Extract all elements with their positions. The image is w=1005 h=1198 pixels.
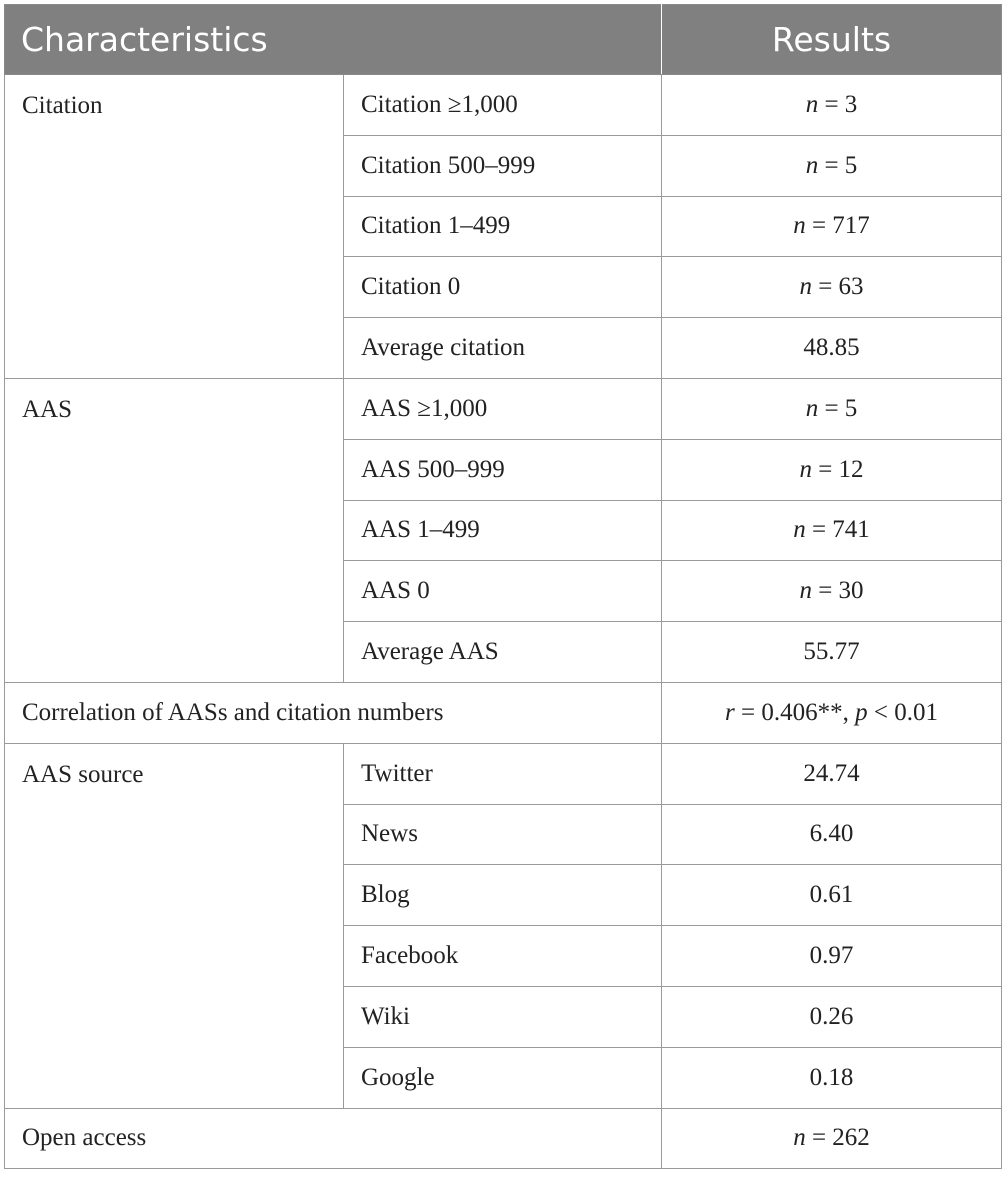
row-value: [662, 75, 1002, 136]
var-p: p: [855, 698, 868, 726]
table-row: [5, 1108, 1002, 1169]
var-r: r: [725, 698, 735, 726]
row-value: [662, 561, 1002, 622]
correlation-label: Correlation of AASs and citation numbers: [5, 682, 662, 743]
row-label: Twitter: [344, 743, 662, 804]
row-value: [662, 500, 1002, 561]
r-value: = 0.406**,: [734, 698, 856, 726]
count-value: = 262: [805, 1124, 870, 1152]
count-value: = 717: [805, 212, 870, 240]
group-label-aas: AAS: [5, 378, 344, 682]
row-label: Citation 500–999: [344, 135, 662, 196]
var-n: n: [805, 394, 819, 422]
header-characteristics: Characteristics: [5, 5, 662, 75]
row-value: 48.85: [662, 318, 1002, 379]
group-label-aas-source: AAS source: [5, 743, 344, 1108]
row-value: 0.97: [662, 926, 1002, 987]
row-label: Average citation: [344, 318, 662, 379]
row-label: AAS 500–999: [344, 439, 662, 500]
row-value: [662, 196, 1002, 257]
count-value: = 63: [811, 273, 864, 301]
row-label: Citation 0: [344, 257, 662, 318]
var-n: n: [793, 212, 806, 240]
row-label: AAS ≥1,000: [344, 378, 662, 439]
var-n: n: [793, 516, 806, 544]
open-access-label: Open access: [5, 1108, 662, 1169]
correlation-value: [662, 682, 1002, 743]
count-value: = 12: [811, 455, 864, 483]
row-value: 6.40: [662, 804, 1002, 865]
p-value: < 0.01: [867, 698, 938, 726]
row-label: Average AAS: [344, 622, 662, 683]
row-value: [662, 439, 1002, 500]
row-label: Citation ≥1,000: [344, 75, 662, 136]
table-row: [5, 682, 1002, 743]
count-value: = 5: [818, 394, 858, 422]
table-row: [5, 378, 1002, 439]
row-label: Facebook: [344, 926, 662, 987]
row-value: 24.74: [662, 743, 1002, 804]
row-value: 0.61: [662, 865, 1002, 926]
var-n: n: [793, 1124, 806, 1152]
table-row: [5, 743, 1002, 804]
row-value: [662, 257, 1002, 318]
row-label: Blog: [344, 865, 662, 926]
open-access-value: [662, 1108, 1002, 1169]
row-label: News: [344, 804, 662, 865]
row-label: Wiki: [344, 986, 662, 1047]
header-row: [5, 5, 1002, 75]
count-value: = 3: [818, 90, 858, 118]
row-value: [662, 378, 1002, 439]
row-label: Google: [344, 1047, 662, 1108]
count-value: = 30: [811, 577, 864, 605]
count-value: = 5: [818, 151, 858, 179]
row-label: AAS 1–499: [344, 500, 662, 561]
count-value: = 741: [805, 516, 870, 544]
group-label-citation: Citation: [5, 75, 344, 379]
var-n: n: [799, 273, 812, 301]
var-n: n: [805, 151, 819, 179]
row-label: AAS 0: [344, 561, 662, 622]
var-n: n: [799, 577, 812, 605]
row-label: Citation 1–499: [344, 196, 662, 257]
row-value: 55.77: [662, 622, 1002, 683]
var-n: n: [805, 90, 819, 118]
row-value: 0.26: [662, 986, 1002, 1047]
var-n: n: [799, 455, 812, 483]
table-row: [5, 75, 1002, 136]
header-results: Results: [662, 5, 1002, 75]
row-value: 0.18: [662, 1047, 1002, 1108]
results-table: [4, 4, 1002, 1169]
row-value: [662, 135, 1002, 196]
